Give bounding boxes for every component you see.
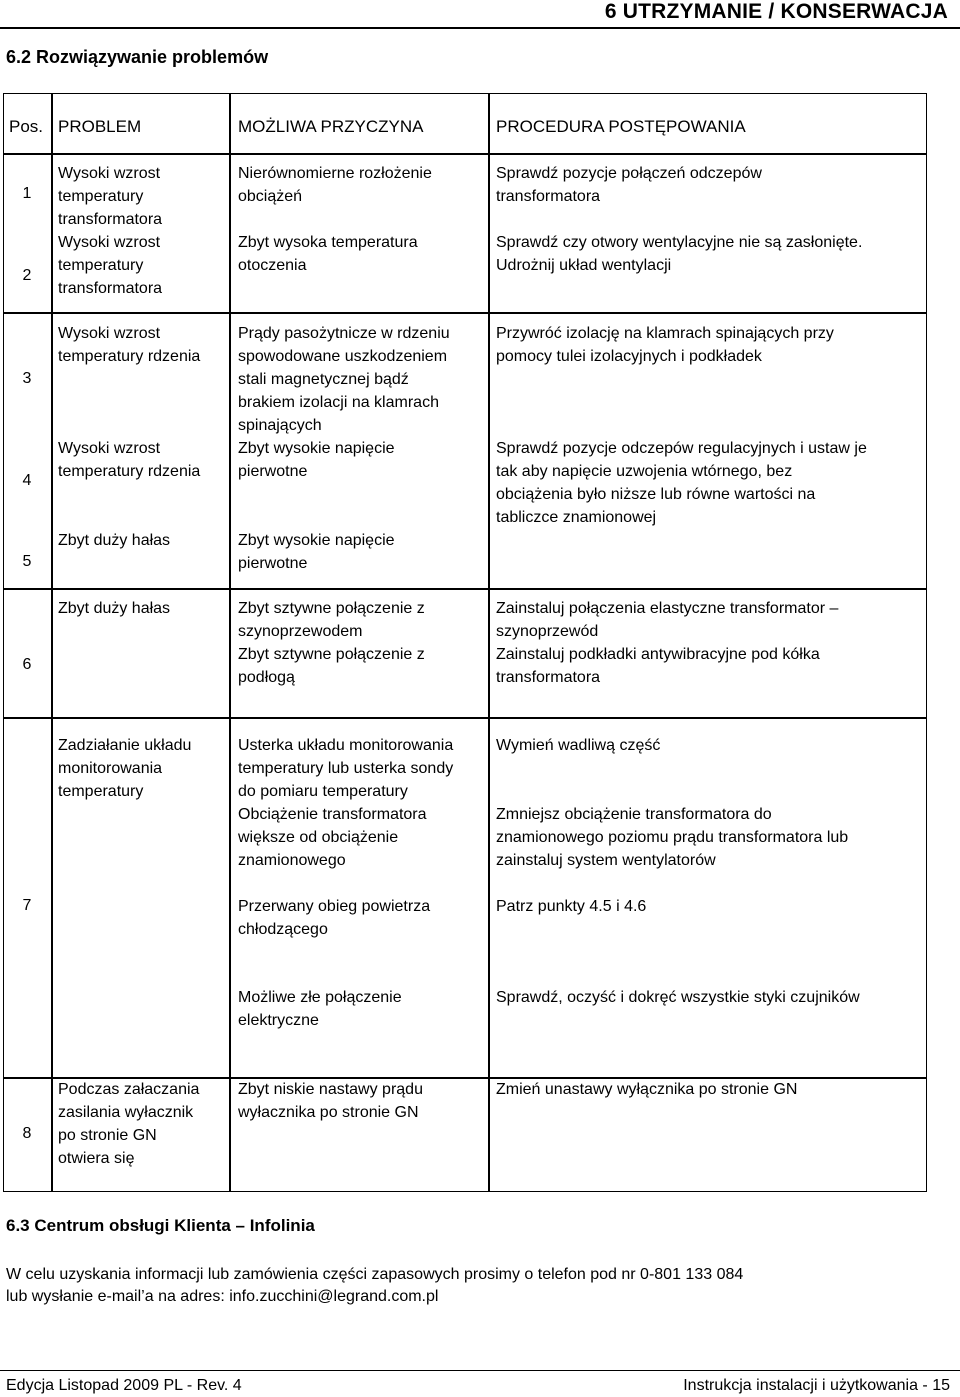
row-number: 8 <box>22 1125 32 1142</box>
row-group-divider <box>3 588 927 590</box>
procedure-cell: Sprawdź pozycje połączeń odczepów transformatora <box>496 165 762 205</box>
procedure-cell: Patrz punkty 4.5 i 4.6 <box>496 898 647 915</box>
column-header-pos: Pos. <box>9 117 44 136</box>
row-number: 3 <box>22 370 32 387</box>
cause-cell: Zbyt niskie nastawy prądu wyłacznika po stronie GN <box>238 1081 423 1121</box>
row-number: 1 <box>22 185 32 202</box>
cause-cell: Obciążenie transformatora większe od obciążenie znamionowego <box>238 806 427 869</box>
problem-cell: Wysoki wzrost temperatury rdzenia <box>58 440 201 480</box>
procedure-cell: Zmień unastawy wyłącznika po stronie GN <box>496 1081 798 1098</box>
column-header-problem: PROBLEM <box>58 117 142 136</box>
column-header-cause: MOŻLIWA PRZYCZYNA <box>238 117 424 136</box>
footer-page-info: Instrukcja instalacji i użytkowania - 15 <box>683 1377 950 1394</box>
cause-cell: Przerwany obieg powietrza chłodzącego <box>238 898 431 938</box>
cause-cell: Zbyt wysokie napięcie pierwotne <box>238 440 395 480</box>
procedure-cell: Sprawdź, oczyść i dokręć wszystkie styki czujników <box>496 989 860 1006</box>
cause-cell: Nierównomierne rozłożenie obciążeń <box>238 165 432 205</box>
row-number: 5 <box>22 553 32 570</box>
problem-cell: Zadziałanie układu monitorowania temperatury <box>58 737 192 800</box>
problem-cell: Zbyt duży hałas <box>58 532 171 549</box>
section-title: 6.2 Rozwiązywanie problemów <box>6 47 269 67</box>
contact-info <box>6 1264 743 1308</box>
problem-cell: Wysoki wzrost temperatury rdzenia <box>58 325 201 365</box>
page-header-title: 6 UTRZYMANIE / KONSERWACJA <box>604 0 948 23</box>
procedure-cell: Sprawdź pozycje odczepów regulacyjnych i ustaw je tak aby napięcie uzwojenia wtórnego, bez obciążenia było niższe lub równe wartości na tabliczce znamionowej <box>496 440 867 526</box>
cause-cell: Zbyt wysoka temperatura otoczenia <box>238 234 418 274</box>
column-header-procedure: PROCEDURA POSTĘPOWANIA <box>496 117 746 136</box>
procedure-cell: Zainstaluj połączenia elastyczne transformator – szynoprzewód Zainstaluj podkładki antywibracyjne pod kółka transformatora <box>496 600 839 686</box>
problem-cell: Wysoki wzrost temperatury transformatora <box>58 234 163 297</box>
row-number: 7 <box>22 897 32 914</box>
service-section-title: 6.3 Centrum obsługi Klienta – Infolinia <box>6 1216 315 1235</box>
row-number: 2 <box>22 267 32 284</box>
problem-cell: Podczas załaczania zasilania wyłacznik po stronie GN otwiera się <box>58 1081 200 1167</box>
row-number: 6 <box>22 656 32 673</box>
footer-divider <box>0 1370 960 1371</box>
table-header-divider <box>3 153 927 155</box>
contact-line-phone: W celu uzyskania informacji lub zamówienia części zapasowych prosimy o telefon pod nr 0-801 133 084 <box>6 1266 744 1283</box>
procedure-cell: Wymień wadliwą część <box>496 737 661 754</box>
cause-cell: Prądy pasożytnicze w rdzeniu spowodowane uszkodzeniem stali magnetycznej bądź brakiem izolacji na klamrach spinających <box>238 325 450 434</box>
procedure-cell: Sprawdź czy otwory wentylacyjne nie są zasłonięte. Udrożnij układ wentylacji <box>496 234 863 274</box>
procedure-cell: Zmniejsz obciążenie transformatora do znamionowego poziomu prądu transformatora lub zainstaluj system wentylatorów <box>496 806 849 869</box>
row-group-divider <box>3 312 927 314</box>
row-number: 4 <box>22 472 32 489</box>
contact-line-email: lub wysłanie e-mail’a na adres: info.zucchini@legrand.com.pl <box>6 1288 439 1305</box>
problem-cell: Wysoki wzrost temperatury transformatora <box>58 165 163 228</box>
procedure-cell: Przywróć izolację na klamrach spinających przy pomocy tulei izolacyjnych i podkładek <box>496 325 834 365</box>
column-divider <box>51 93 53 1192</box>
problem-cell: Zbyt duży hałas <box>58 600 171 617</box>
cause-cell: Możliwe złe połączenie elektryczne <box>238 989 402 1029</box>
column-divider <box>488 93 490 1192</box>
cause-cell: Zbyt wysokie napięcie pierwotne <box>238 532 395 572</box>
row-group-divider <box>3 717 927 719</box>
cause-cell: Usterka układu monitorowania temperatury lub usterka sondy do pomiaru temperatury <box>238 737 454 800</box>
header-divider <box>0 27 960 29</box>
footer-edition: Edycja Listopad 2009 PL - Rev. 4 <box>6 1377 242 1394</box>
column-divider <box>229 93 231 1192</box>
cause-cell: Zbyt sztywne połączenie z szynoprzewodem Zbyt sztywne połączenie z podłogą <box>238 600 425 686</box>
